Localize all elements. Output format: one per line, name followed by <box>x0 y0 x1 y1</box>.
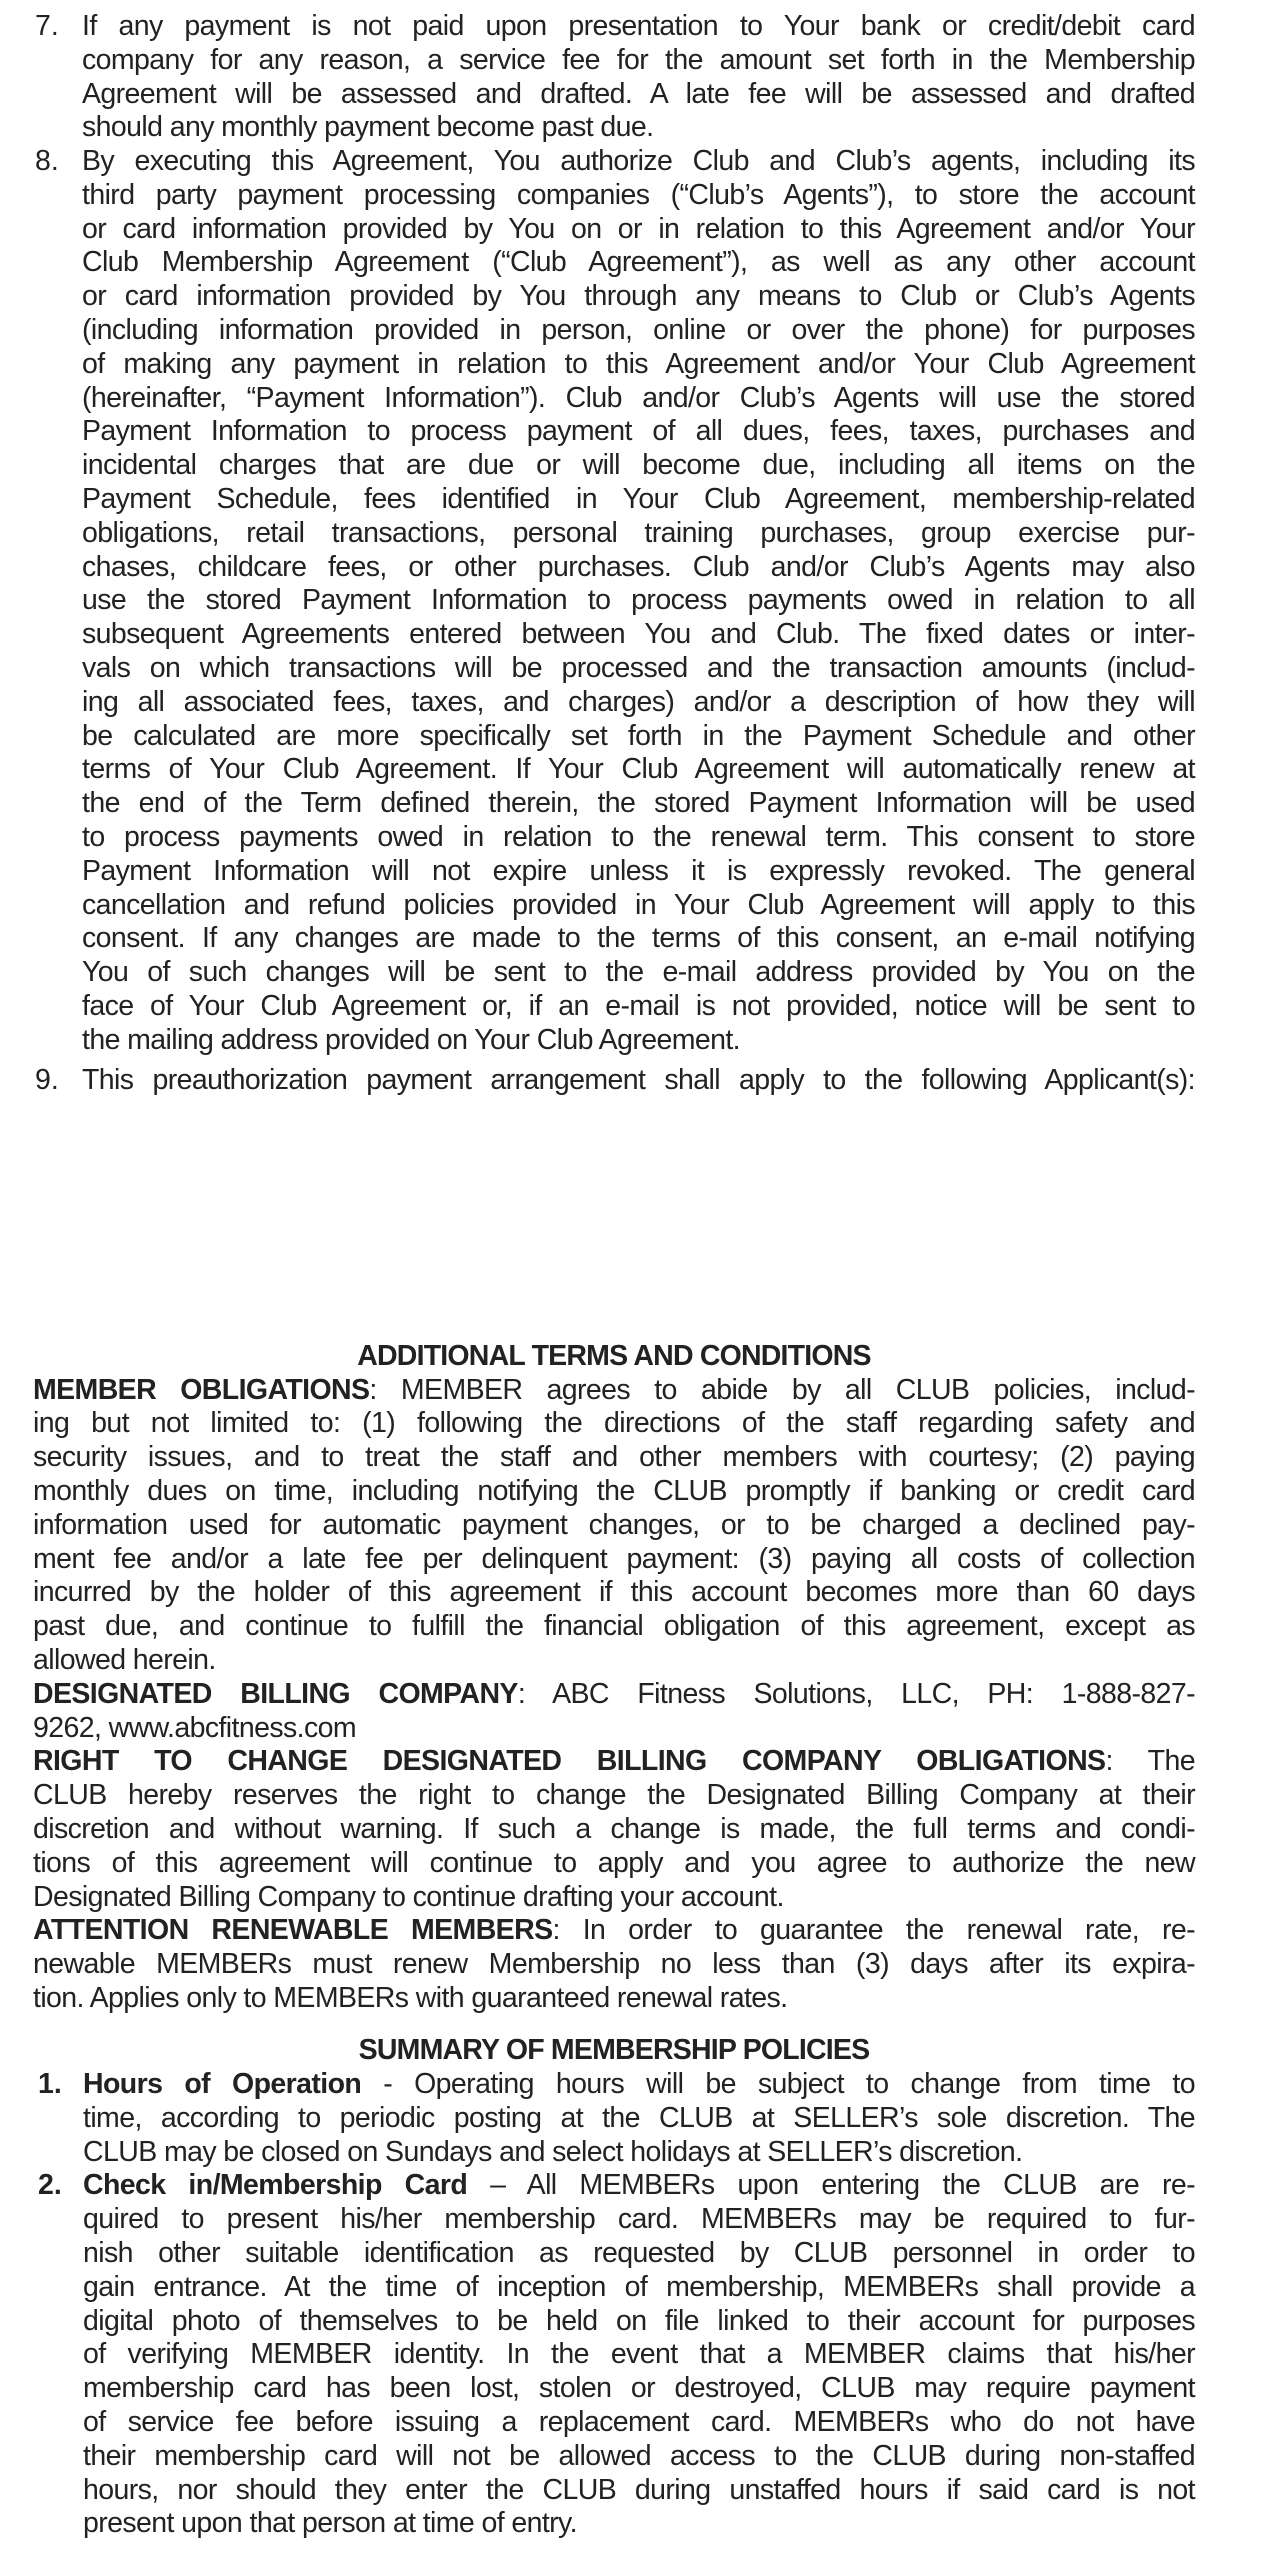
section-text: : The <box>1105 1745 1195 1778</box>
text-line: the end of the Term defined therein, the stored Payment Information will be used <box>82 787 1195 820</box>
section-label: RIGHT TO CHANGE DESIGNATED BILLING COMPANY OBLIGATIONS <box>33 1745 1106 1778</box>
list-number: 8. <box>35 145 59 177</box>
text-line: discretion and without warning. If such a change is made, the full terms and condi- <box>33 1812 1195 1845</box>
text-line: past due, and continue to fulfill the financial obligation of this agreement, except as <box>33 1610 1195 1643</box>
text-line: be calculated are more specifically set forth in the Payment Schedule and other <box>82 719 1195 752</box>
list-item-text <box>83 2068 1195 2169</box>
policy-first-line <box>83 2169 1195 2203</box>
list-item-text <box>82 145 1195 1058</box>
text-line: allowed herein. <box>33 1643 216 1676</box>
text-line: company for any reason, a service fee for the amount set forth in the Membership <box>82 43 1195 76</box>
section-heading: ADDITIONAL TERMS AND CONDITIONS <box>357 1340 871 1372</box>
list-item-text <box>82 10 1195 145</box>
text-line: This preauthorization payment arrangement shall apply to the following Applicant(s): <box>82 1064 1195 1096</box>
section-first-line <box>33 1678 1195 1712</box>
text-line: security issues, and to treat the staff and other members with courtesy; (2) paying <box>33 1441 1195 1474</box>
list-item-text <box>83 2169 1195 2541</box>
text-line: incurred by the holder of this agreement if this account becomes more than 60 days <box>33 1576 1195 1609</box>
text-line: CLUB may be closed on Sundays and select holidays at SELLER’s discretion. <box>83 2135 1023 2168</box>
text-line: terms of Your Club Agreement. If Your Club Agreement will automatically renew at <box>82 753 1195 786</box>
list-item-text <box>82 1064 1195 1098</box>
list-number: 9. <box>35 1064 59 1096</box>
section-label: ATTENTION RENEWABLE MEMBERS <box>33 1914 553 1947</box>
text-line: chases, childcare fees, or other purchases. Club and/or Club’s Agents may also <box>82 550 1195 583</box>
text-line: newable MEMBERs must renew Membership no less than (3) days after its expira- <box>33 1948 1195 1981</box>
text-line: (hereinafter, “Payment Information”). Club and/or Club’s Agents will use the stored <box>82 381 1195 414</box>
text-line: of making any payment in relation to this Agreement and/or Your Club Agreement <box>82 347 1195 380</box>
text-line: monthly dues on time, including notifying the CLUB promptly if banking or credit card <box>33 1474 1195 1507</box>
section-first-line <box>33 1745 1195 1779</box>
text-line: the mailing address provided on Your Club Agreement. <box>82 1023 740 1056</box>
policy-text: - Operating hours will be subject to change from time to <box>361 2068 1195 2100</box>
text-line: third party payment processing companies (“Club’s Agents”), to store the account <box>82 178 1195 211</box>
text-line: Designated Billing Company to continue drafting your account. <box>33 1880 784 1913</box>
text-line: subsequent Agreements entered between You and Club. The fixed dates or inter- <box>82 618 1195 651</box>
list-number: 2. <box>38 2169 62 2202</box>
text-line: Payment Schedule, fees identified in Your Club Agreement, membership-related <box>82 482 1195 515</box>
section-text: : ABC Fitness Solutions, LLC, PH: 1-888-827- <box>517 1677 1196 1710</box>
text-line: use the stored Payment Information to process payments owed in relation to all <box>82 584 1195 617</box>
section-heading: SUMMARY OF MEMBERSHIP POLICIES <box>358 2034 870 2066</box>
text-line: vals on which transactions will be processed and the transaction amounts (includ- <box>82 651 1195 684</box>
policy-text: – All MEMBERs upon entering the CLUB are re- <box>467 2169 1195 2202</box>
list-number: 1. <box>38 2068 62 2100</box>
text-line: of service fee before issuing a replacement card. MEMBERs who do not have <box>83 2405 1195 2438</box>
text-line: present upon that person at time of entry. <box>83 2507 577 2540</box>
text-line: CLUB hereby reserves the right to change the Designated Billing Company at their <box>33 1779 1195 1812</box>
text-line: incidental charges that are due or will become due, including all items on the <box>82 449 1195 482</box>
text-line: By executing this Agreement, You authorize Club and Club’s agents, including its <box>82 145 1195 177</box>
section-text: : MEMBER agrees to abide by all CLUB policies, includ- <box>369 1373 1195 1406</box>
text-line: ing but not limited to: (1) following the directions of the staff regarding safety and <box>33 1407 1195 1440</box>
text-line: (including information provided in person, online or over the phone) for purposes <box>82 313 1195 346</box>
text-line: tions of this agreement will continue to apply and you agree to authorize the new <box>33 1846 1195 1879</box>
text-line: information used for automatic payment changes, or to be charged a declined pay- <box>33 1508 1195 1541</box>
text-line: 9262, www.abcfitness.com <box>33 1711 357 1744</box>
text-line: If any payment is not paid upon presentation to Your bank or credit/debit card <box>82 10 1195 42</box>
text-line: to process payments owed in relation to the renewal term. This consent to store <box>82 820 1195 853</box>
section-text: : In order to guarantee the renewal rate, re- <box>552 1914 1196 1947</box>
policy-label: Hours of Operation <box>83 2068 362 2100</box>
text-line: Payment Information to process payment of all dues, fees, taxes, purchases and <box>82 415 1195 448</box>
text-line: or card information provided by You on or in relation to this Agreement and/or Your <box>82 212 1195 245</box>
section-label: DESIGNATED BILLING COMPANY <box>33 1677 518 1710</box>
text-line: consent. If any changes are made to the terms of this consent, an e-mail notifying <box>82 922 1195 955</box>
text-line: gain entrance. At the time of inception of membership, MEMBERs shall provide a <box>83 2270 1195 2303</box>
section-label: MEMBER OBLIGATIONS <box>33 1373 370 1406</box>
text-line: membership card has been lost, stolen or destroyed, CLUB may require payment <box>83 2372 1195 2405</box>
text-line: Agreement will be assessed and drafted. A late fee will be assessed and drafted <box>82 77 1195 110</box>
text-line: quired to present his/her membership card. MEMBERs may be required to fur- <box>83 2203 1195 2236</box>
text-line: cancellation and refund policies provided in Your Club Agreement will apply to this <box>82 888 1195 921</box>
text-line: You of such changes will be sent to the e-mail address provided by You on the <box>82 956 1195 989</box>
text-line: obligations, retail transactions, personal training purchases, group exercise pur- <box>82 516 1195 549</box>
section-first-line <box>33 1914 1195 1948</box>
text-line: Payment Information will not expire unless it is expressly revoked. The general <box>82 854 1195 887</box>
text-line: tion. Applies only to MEMBERs with guaranteed renewal rates. <box>33 1981 788 2014</box>
text-line: nish other suitable identification as requested by CLUB personnel in order to <box>83 2236 1195 2269</box>
text-line: Club Membership Agreement (“Club Agreement”), as well as any other account <box>82 246 1195 279</box>
policy-first-line <box>83 2068 1195 2102</box>
section-first-line <box>33 1374 1195 1408</box>
list-number: 7. <box>35 10 59 42</box>
text-line: should any monthly payment become past due. <box>82 111 654 144</box>
text-line: ing all associated fees, taxes, and charges) and/or a description of how they will <box>82 685 1195 718</box>
text-line: or card information provided by You through any means to Club or Club’s Agents <box>82 280 1195 313</box>
additional-terms-body <box>33 1374 1195 2016</box>
text-line: ment fee and/or a late fee per delinquent payment: (3) paying all costs of collection <box>33 1542 1195 1575</box>
policy-label: Check in/Membership Card <box>83 2169 468 2202</box>
text-line: digital photo of themselves to be held on file linked to their account for purposes <box>83 2304 1195 2337</box>
text-line: hours, nor should they enter the CLUB during unstaffed hours if said card is not <box>83 2473 1195 2506</box>
text-line: time, according to periodic posting at the CLUB at SELLER’s sole discretion. The <box>83 2101 1195 2134</box>
text-line: face of Your Club Agreement or, if an e-mail is not provided, notice will be sent to <box>82 989 1195 1022</box>
text-line: their membership card will not be allowed access to the CLUB during non-staffed <box>83 2439 1195 2472</box>
text-line: of verifying MEMBER identity. In the event that a MEMBER claims that his/her <box>83 2338 1195 2371</box>
